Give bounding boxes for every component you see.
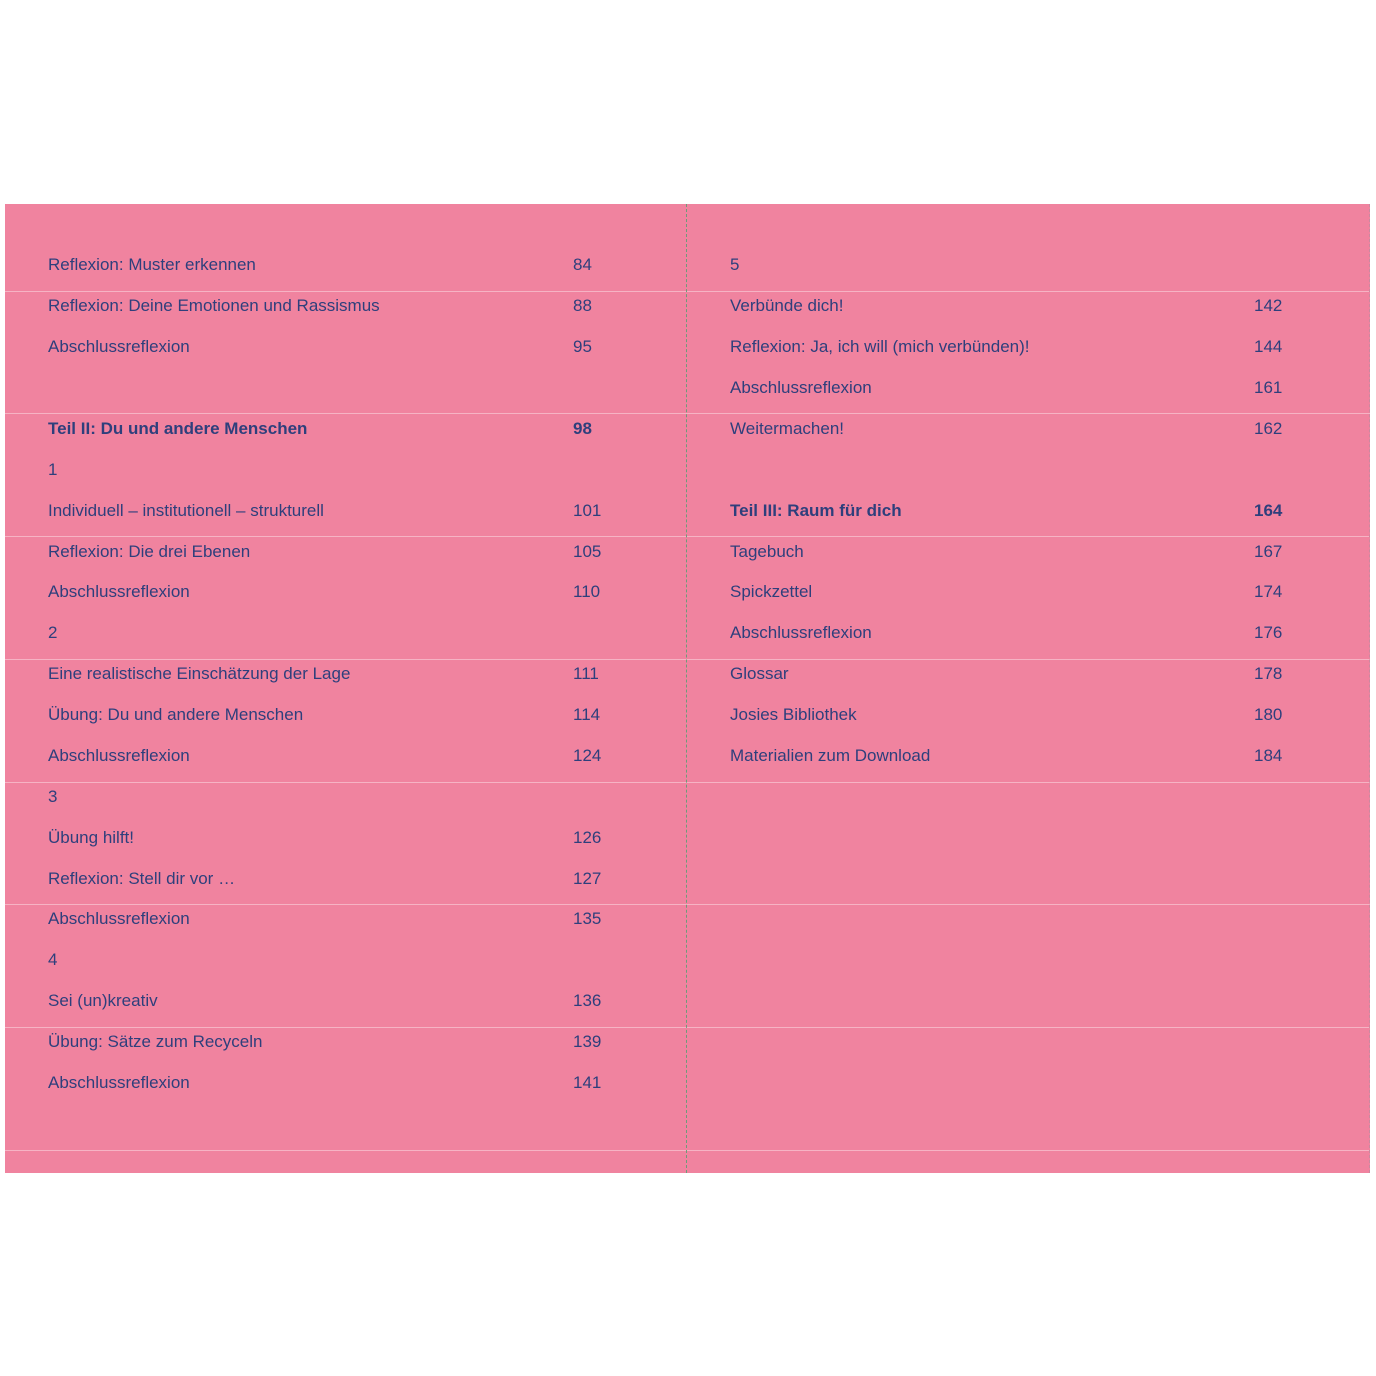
toc-entry-page: 84 [573,255,592,274]
toc-entry-label: Sei (un)kreativ [48,991,158,1010]
toc-entry-page: 95 [573,337,592,356]
toc-entry-page: 136 [573,991,602,1010]
grid-line [5,904,1370,905]
page-fold [686,204,687,1173]
grid-line [5,1150,1370,1151]
toc-entry-page: 174 [1254,582,1283,601]
toc-entry-page: 135 [573,909,602,928]
toc-entry-page: 167 [1254,542,1283,561]
toc-entry-page: 101 [573,501,602,520]
toc-entry-page: 126 [573,828,602,847]
toc-entry-page: 161 [1254,378,1283,397]
toc-entry-label: Reflexion: Muster erkennen [48,255,256,274]
toc-entry-label: Weitermachen! [730,419,845,438]
grid-line [5,782,1370,783]
toc-entry-page: 124 [573,746,602,765]
grid-line [5,1027,1370,1028]
toc-entry-label: Reflexion: Deine Emotionen und Rassismus [48,296,380,315]
toc-entry-page: 162 [1254,419,1283,438]
toc-entry-label: Abschlussreflexion [48,909,190,928]
toc-entry-label: Abschlussreflexion [730,623,872,642]
toc-entry-label: Verbünde dich! [730,296,844,315]
toc-entry-label: Teil III: Raum für dich [730,501,902,520]
toc-entry-label: 2 [48,623,58,642]
toc-entry-label: Übung: Sätze zum Recyceln [48,1032,263,1051]
toc-entry-page: 88 [573,296,592,315]
toc-entry-page: 184 [1254,746,1283,765]
toc-entry-label: Tagebuch [730,542,804,561]
toc-entry-label: Abschlussreflexion [48,582,190,601]
toc-entry-label: 3 [48,787,58,806]
toc-entry-page: 176 [1254,623,1283,642]
toc-entry-label: 1 [48,460,58,479]
toc-entry-label: Josies Bibliothek [730,705,857,724]
toc-entry-label: Abschlussreflexion [48,746,190,765]
toc-entry-page: 180 [1254,705,1283,724]
toc-entry-page: 111 [573,664,599,683]
toc-entry-label: Individuell – institutionell – strukturell [48,501,324,520]
page-edge [1369,204,1370,1173]
toc-entry-label: Eine realistische Einschätzung der Lage [48,664,351,683]
toc-entry-label: Reflexion: Stell dir vor … [48,869,236,888]
grid-line [5,659,1370,660]
toc-entry-label: Materialien zum Download [730,746,931,765]
toc-entry-page: 142 [1254,296,1283,315]
toc-entry-label: 4 [48,950,58,969]
toc-entry-page: 98 [573,419,592,438]
toc-entry-label: Abschlussreflexion [48,1073,190,1092]
toc-entry-label: Spickzettel [730,582,813,601]
toc-spread [5,204,1370,1173]
grid-line [5,413,1370,414]
toc-entry-label: Übung hilft! [48,828,134,847]
toc-entry-label: Glossar [730,664,789,683]
toc-entry-page: 105 [573,542,602,561]
toc-entry-label: Teil II: Du und andere Menschen [48,419,308,438]
toc-entry-label: Reflexion: Ja, ich will (mich verbünden)! [730,337,1030,356]
toc-entry-page: 178 [1254,664,1283,683]
toc-entry-page: 144 [1254,337,1283,356]
toc-entry-page: 127 [573,869,602,888]
toc-entry-page: 139 [573,1032,602,1051]
grid-line [5,291,1370,292]
toc-entry-page: 164 [1254,501,1283,520]
toc-entry-label: 5 [730,255,740,274]
toc-entry-label: Übung: Du und andere Menschen [48,705,304,724]
toc-entry-label: Abschlussreflexion [730,378,872,397]
toc-entry-page: 141 [573,1073,602,1092]
toc-entry-label: Reflexion: Die drei Ebenen [48,542,251,561]
toc-entry-label: Abschlussreflexion [48,337,190,356]
toc-entry-page: 110 [573,582,601,601]
toc-entry-page: 114 [573,705,601,724]
grid-line [5,536,1370,537]
